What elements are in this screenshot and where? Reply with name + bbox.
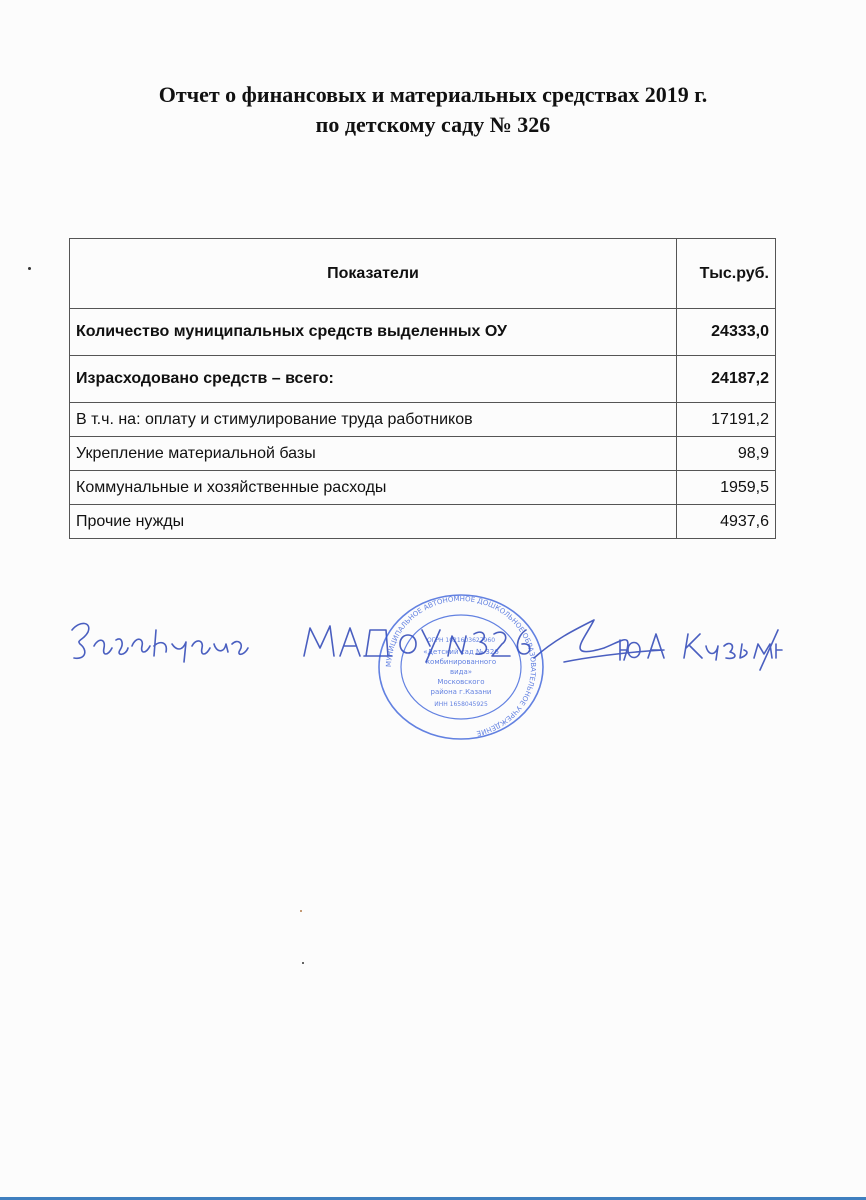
table-header-row bbox=[70, 239, 776, 309]
row-label: Укрепление материальной базы bbox=[70, 437, 677, 471]
paper-speck bbox=[300, 910, 302, 912]
table-row bbox=[70, 356, 776, 403]
paper-speck bbox=[302, 962, 304, 964]
row-label: Количество муниципальных средств выделенных ОУ bbox=[70, 309, 677, 356]
svg-text:Московского: Московского bbox=[437, 678, 485, 686]
svg-text:«Детский сад № 326: «Детский сад № 326 bbox=[423, 648, 499, 656]
report-table bbox=[69, 238, 776, 539]
title-line-1: Отчет о финансовых и материальных средствах 2019 г. bbox=[158, 82, 708, 107]
row-value: 4937,6 bbox=[677, 505, 776, 539]
row-label: Израсходовано средств – всего: bbox=[70, 356, 677, 403]
row-value: 1959,5 bbox=[677, 471, 776, 505]
svg-text:ОГРН 1021603627960: ОГРН 1021603627960 bbox=[426, 637, 496, 644]
svg-text:комбинированного: комбинированного bbox=[425, 658, 497, 666]
table-row bbox=[70, 471, 776, 505]
paper-speck bbox=[28, 267, 31, 270]
document-title bbox=[0, 80, 866, 140]
svg-text:района г.Казани: района г.Казани bbox=[430, 688, 492, 696]
row-value: 24333,0 bbox=[677, 309, 776, 356]
table-row bbox=[70, 505, 776, 539]
table-row bbox=[70, 309, 776, 356]
organization-stamp bbox=[376, 592, 546, 742]
table-row bbox=[70, 437, 776, 471]
header-indicators: Показатели bbox=[70, 239, 677, 309]
row-label: В т.ч. на: оплату и стимулирование труда работников bbox=[70, 403, 677, 437]
row-label: Прочие нужды bbox=[70, 505, 677, 539]
row-value: 17191,2 bbox=[677, 403, 776, 437]
row-label: Коммунальные и хозяйственные расходы bbox=[70, 471, 677, 505]
row-value: 98,9 bbox=[677, 437, 776, 471]
title-line-2: по детскому саду № 326 bbox=[315, 112, 551, 137]
table-row bbox=[70, 403, 776, 437]
svg-text:МУНИЦИПАЛЬНОЕ АВТОНОМНОЕ ДОШКО: МУНИЦИПАЛЬНОЕ АВТОНОМНОЕ ДОШКОЛЬНОЕ ОБРАЗОВАТЕЛЬНОЕ УЧРЕЖДЕНИЕ bbox=[384, 594, 538, 738]
row-value: 24187,2 bbox=[677, 356, 776, 403]
header-thousand-rub: Тыс.руб. bbox=[677, 239, 776, 309]
svg-text:вида»: вида» bbox=[449, 668, 473, 676]
svg-text:ИНН 1658045925: ИНН 1658045925 bbox=[434, 701, 488, 708]
